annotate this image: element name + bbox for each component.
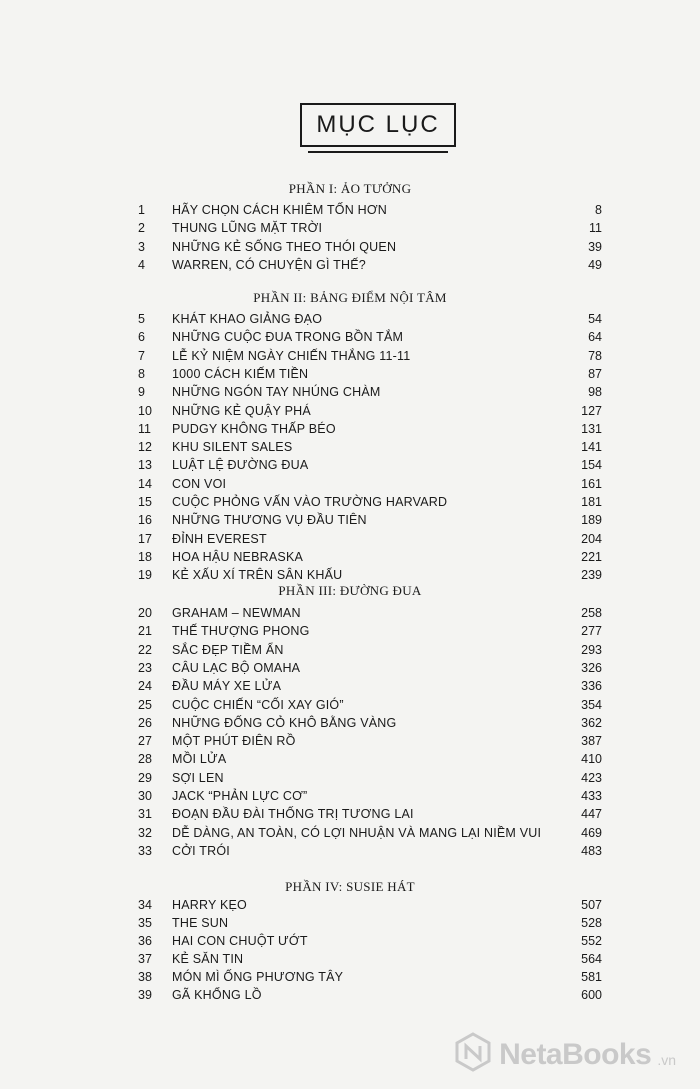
page-number: 204 bbox=[581, 531, 602, 546]
page-number: 387 bbox=[581, 734, 602, 749]
chapter-title: NHỮNG THƯƠNG VỤ ĐẦU TIÊN bbox=[172, 513, 367, 528]
chapter-title: MÓN MÌ ỐNG PHƯƠNG TÂY bbox=[172, 970, 344, 984]
page-number: 483 bbox=[581, 843, 602, 858]
chapter-title: ĐOẠN ĐẦU ĐÀI THỐNG TRỊ TƯƠNG LAI bbox=[172, 807, 414, 822]
page-number: 11 bbox=[589, 221, 602, 236]
page-number: 54 bbox=[588, 312, 602, 326]
page-number: 469 bbox=[581, 825, 602, 840]
chapter-title: MỘT PHÚT ĐIÊN RỒ bbox=[172, 734, 296, 749]
title-underline bbox=[308, 151, 448, 153]
chapter-title: NHỮNG KẺ QUẬY PHÁ bbox=[172, 403, 311, 418]
chapter-title: THUNG LŨNG MẶT TRỜI bbox=[172, 221, 323, 236]
watermark-suffix: .vn bbox=[657, 1051, 676, 1068]
chapter-number: 13 bbox=[138, 458, 152, 473]
toc-title-box bbox=[300, 103, 456, 147]
page-number: 277 bbox=[581, 624, 602, 639]
chapter-number: 22 bbox=[138, 642, 152, 657]
chapter-number: 1 bbox=[138, 203, 145, 217]
page-number: 221 bbox=[581, 549, 602, 564]
chapter-title: HOA HẬU NEBRASKA bbox=[172, 549, 304, 564]
chapter-title: NHỮNG NGÓN TAY NHÚNG CHÀM bbox=[172, 385, 381, 400]
chapter-title: KẺ SĂN TIN bbox=[172, 952, 244, 966]
toc-entry bbox=[0, 661, 700, 679]
page-number: 127 bbox=[581, 403, 602, 418]
chapter-title: WARREN, CÓ CHUYỆN GÌ THẾ? bbox=[172, 257, 366, 272]
chapter-title: CON VOI bbox=[172, 476, 227, 491]
part-heading: PHẦN IV: SUSIE HÁT bbox=[285, 879, 415, 894]
chapter-number: 17 bbox=[138, 531, 152, 546]
chapter-number: 24 bbox=[138, 679, 152, 694]
chapter-title: JACK “PHẢN LỰC CƠ” bbox=[172, 789, 308, 803]
chapter-number: 33 bbox=[138, 843, 152, 858]
chapter-title: CUỘC PHỎNG VẤN VÀO TRƯỜNG HARVARD bbox=[172, 495, 448, 509]
page-number: 181 bbox=[581, 495, 602, 509]
chapter-number: 20 bbox=[138, 606, 152, 620]
toc-entry bbox=[0, 916, 700, 934]
page-number: 161 bbox=[581, 476, 602, 491]
chapter-number: 8 bbox=[138, 366, 145, 381]
chapter-title: LỄ KỶ NIỆM NGÀY CHIẾN THẮNG 11-11 bbox=[172, 348, 411, 363]
toc-entry bbox=[0, 440, 700, 458]
watermark bbox=[453, 1032, 676, 1077]
chapter-number: 35 bbox=[138, 916, 152, 930]
page-number: 98 bbox=[588, 385, 602, 400]
toc-entry bbox=[0, 789, 700, 807]
page-number: 581 bbox=[581, 970, 602, 984]
toc-entry bbox=[0, 349, 700, 367]
page-number: 354 bbox=[581, 697, 602, 712]
page-number: 433 bbox=[581, 789, 602, 803]
chapter-number: 7 bbox=[138, 348, 145, 363]
toc-entry bbox=[0, 934, 700, 952]
chapter-title: GRAHAM – NEWMAN bbox=[172, 606, 301, 620]
chapter-title: LUẬT LỆ ĐƯỜNG ĐUA bbox=[172, 458, 309, 473]
chapter-number: 11 bbox=[138, 421, 151, 436]
chapter-title: HAI CON CHUỘT ƯỚT bbox=[172, 934, 308, 948]
chapter-number: 18 bbox=[138, 549, 152, 564]
chapter-number: 14 bbox=[138, 476, 152, 491]
chapter-number: 37 bbox=[138, 952, 152, 966]
page-number: 239 bbox=[581, 568, 602, 583]
chapter-number: 39 bbox=[138, 988, 152, 1002]
chapter-number: 9 bbox=[138, 385, 145, 400]
chapter-number: 6 bbox=[138, 330, 145, 345]
toc-entry bbox=[0, 240, 700, 258]
page-number: 189 bbox=[581, 513, 602, 528]
toc-entry bbox=[0, 203, 700, 221]
toc-entry bbox=[0, 550, 700, 568]
page-number: 49 bbox=[588, 257, 602, 272]
page-number: 528 bbox=[581, 916, 602, 930]
page-number: 154 bbox=[581, 458, 602, 473]
page-number: 141 bbox=[581, 440, 602, 455]
page-number: 258 bbox=[581, 606, 602, 620]
chapter-title: DỄ DÀNG, AN TOÀN, CÓ LỢI NHUẬN VÀ MANG LẠI NIỀM VUI bbox=[172, 825, 542, 840]
toc-entry bbox=[0, 221, 700, 239]
page-number: 64 bbox=[588, 330, 602, 345]
chapter-title: GÃ KHỔNG LỒ bbox=[172, 988, 262, 1002]
toc-entry bbox=[0, 312, 700, 330]
chapter-number: 23 bbox=[138, 660, 152, 675]
toc-entry bbox=[0, 844, 700, 862]
page-number: 507 bbox=[581, 898, 602, 912]
page-number: 326 bbox=[581, 660, 602, 675]
part-heading: PHẦN I: ẢO TƯỞNG bbox=[288, 181, 412, 196]
neta-logo-icon bbox=[453, 1032, 493, 1077]
page-number: 78 bbox=[588, 348, 602, 363]
toc-entry bbox=[0, 698, 700, 716]
chapter-number: 10 bbox=[138, 403, 152, 418]
toc-entry bbox=[0, 367, 700, 385]
toc-entry bbox=[0, 807, 700, 825]
toc-entry bbox=[0, 826, 700, 844]
toc-title: MỤC LỤC bbox=[316, 111, 440, 138]
chapter-title: CÂU LẠC BỘ OMAHA bbox=[172, 660, 301, 675]
chapter-number: 36 bbox=[138, 934, 152, 948]
toc-entry bbox=[0, 734, 700, 752]
chapter-title: ĐỈNH EVEREST bbox=[172, 531, 267, 546]
page-number: 336 bbox=[581, 679, 602, 694]
page-number: 447 bbox=[581, 807, 602, 822]
chapter-number: 15 bbox=[138, 495, 152, 509]
chapter-number: 26 bbox=[138, 715, 152, 730]
chapter-title: KHÁT KHAO GIẢNG ĐẠO bbox=[172, 312, 323, 326]
chapter-number: 29 bbox=[138, 770, 152, 785]
chapter-title: SỢI LEN bbox=[172, 770, 224, 785]
toc-entry bbox=[0, 532, 700, 550]
toc-entry bbox=[0, 404, 700, 422]
page-number: 600 bbox=[581, 988, 602, 1002]
chapter-number: 34 bbox=[138, 898, 152, 912]
chapter-title: NHỮNG ĐỐNG CỎ KHÔ BẰNG VÀNG bbox=[172, 715, 397, 730]
chapter-title: NHỮNG KẺ SỐNG THEO THÓI QUEN bbox=[172, 239, 397, 254]
chapter-title: CỞI TRÓI bbox=[172, 843, 230, 858]
chapter-title: THE SUN bbox=[172, 916, 229, 930]
page-number: 423 bbox=[581, 770, 602, 785]
chapter-title: HÃY CHỌN CÁCH KHIÊM TỐN HƠN bbox=[172, 203, 387, 217]
chapter-number: 25 bbox=[138, 697, 152, 712]
toc-entry bbox=[0, 495, 700, 513]
chapter-title: ĐẦU MÁY XE LỬA bbox=[172, 679, 282, 694]
page-number: 552 bbox=[581, 934, 602, 948]
chapter-number: 27 bbox=[138, 734, 152, 749]
toc-entry bbox=[0, 679, 700, 697]
page-number: 39 bbox=[588, 239, 602, 254]
page-number: 293 bbox=[581, 642, 602, 657]
toc-entry bbox=[0, 643, 700, 661]
toc-entry bbox=[0, 752, 700, 770]
chapter-number: 32 bbox=[138, 825, 152, 840]
page-number: 131 bbox=[581, 421, 602, 436]
part-heading: PHẦN II: BẢNG ĐIỂM NỘI TÂM bbox=[253, 290, 447, 305]
toc-entry bbox=[0, 898, 700, 916]
toc-entry bbox=[0, 258, 700, 276]
chapter-title: SẮC ĐẸP TIỀM ẨN bbox=[172, 642, 284, 657]
chapter-title: HARRY KẸO bbox=[172, 898, 247, 912]
page-number: 410 bbox=[581, 752, 602, 767]
chapter-number: 28 bbox=[138, 752, 152, 767]
page-number: 564 bbox=[581, 952, 602, 966]
toc-entry bbox=[0, 422, 700, 440]
toc-entry bbox=[0, 771, 700, 789]
toc-entry bbox=[0, 477, 700, 495]
chapter-number: 12 bbox=[138, 440, 152, 455]
toc-entry bbox=[0, 606, 700, 624]
toc-entry bbox=[0, 624, 700, 642]
toc-entry bbox=[0, 330, 700, 348]
chapter-title: CUỘC CHIẾN “CỐI XAY GIÓ” bbox=[172, 697, 344, 712]
toc-entry bbox=[0, 952, 700, 970]
toc-entry bbox=[0, 988, 700, 1006]
chapter-number: 2 bbox=[138, 221, 145, 236]
chapter-number: 19 bbox=[138, 568, 152, 583]
toc-entry bbox=[0, 458, 700, 476]
chapter-number: 5 bbox=[138, 312, 145, 326]
chapter-number: 31 bbox=[138, 807, 152, 822]
chapter-title: MỒI LỬA bbox=[172, 752, 227, 767]
toc-entry bbox=[0, 385, 700, 403]
chapter-number: 21 bbox=[138, 624, 152, 639]
page-number: 362 bbox=[581, 715, 602, 730]
watermark-brand: NetaBooks bbox=[499, 1037, 652, 1071]
chapter-number: 38 bbox=[138, 970, 152, 984]
toc-entry bbox=[0, 513, 700, 531]
chapter-title: THẾ THƯỢNG PHONG bbox=[172, 624, 310, 639]
part-heading: PHẦN III: ĐƯỜNG ĐUA bbox=[278, 583, 422, 598]
chapter-number: 30 bbox=[138, 789, 152, 803]
chapter-title: 1000 CÁCH KIẾM TIỀN bbox=[172, 366, 309, 381]
chapter-title: NHỮNG CUỘC ĐUA TRONG BỒN TẮM bbox=[172, 330, 404, 345]
toc-entry bbox=[0, 716, 700, 734]
chapter-number: 4 bbox=[138, 257, 145, 272]
page-number: 87 bbox=[588, 366, 602, 381]
toc-entry bbox=[0, 970, 700, 988]
chapter-title: PUDGY KHÔNG THẤP BÉO bbox=[172, 421, 336, 436]
page-number: 8 bbox=[595, 203, 602, 217]
chapter-title: KẺ XẤU XÍ TRÊN SÂN KHẤU bbox=[172, 568, 343, 583]
chapter-number: 16 bbox=[138, 513, 152, 528]
chapter-title: KHU SILENT SALES bbox=[172, 440, 293, 455]
chapter-number: 3 bbox=[138, 239, 145, 254]
